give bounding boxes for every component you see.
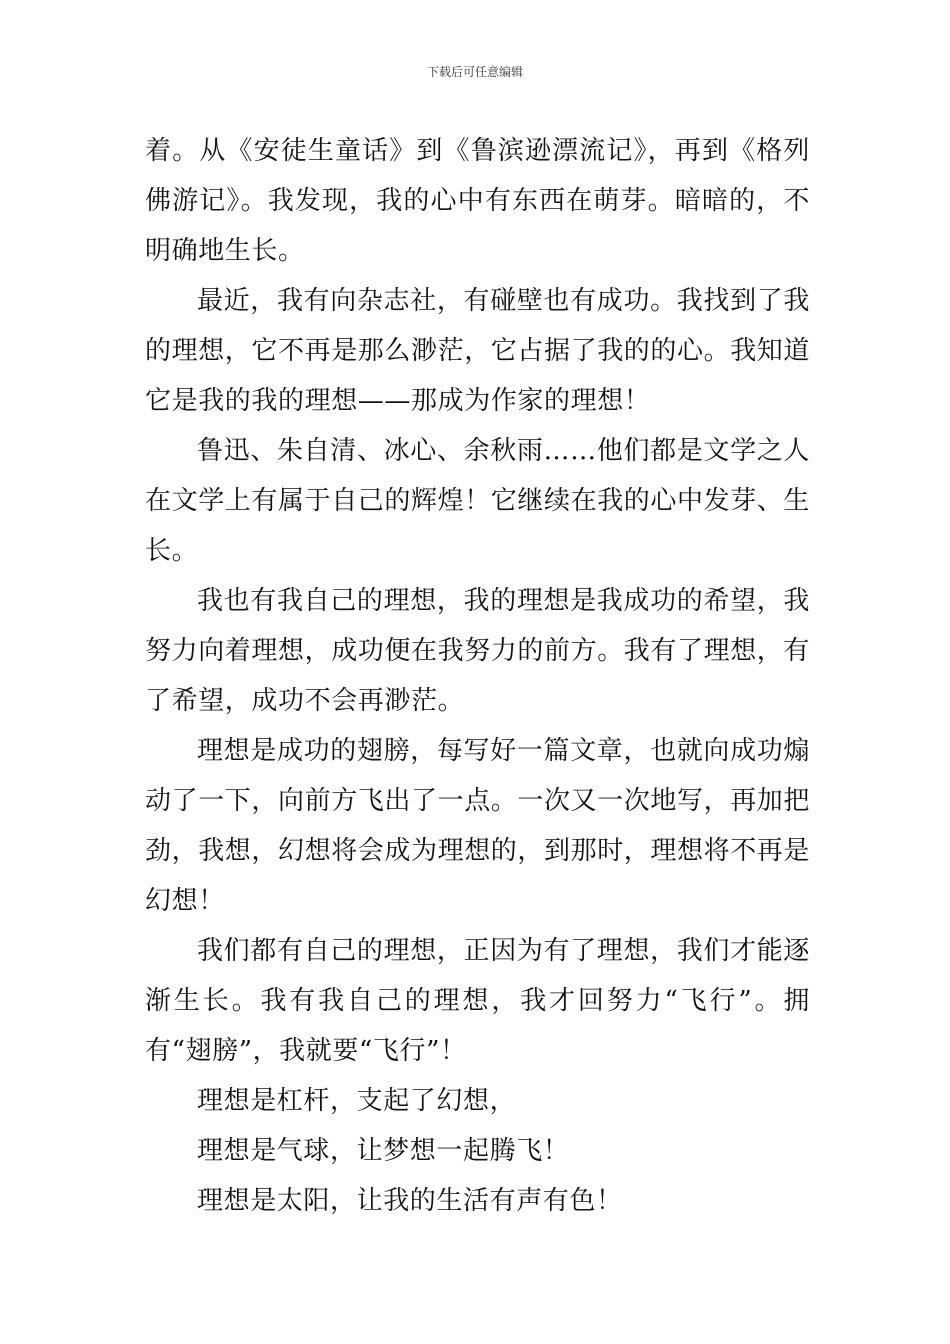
- paragraph: 鲁迅、朱自清、冰心、余秋雨……他们都是文学之人在文学上有属于自己的辉煌！它继续在我的心中发芽、生长。: [145, 436, 811, 566]
- paragraph: 着。从《安徒生童话》到《鲁滨逊漂流记》，再到《格列佛游记》。我发现，我的心中有东西在萌芽。暗暗的，不明确地生长。: [145, 136, 810, 266]
- poem-line: 理想是太阳，让我的生活有声有色！: [197, 1186, 623, 1216]
- poem-line: 理想是气球，让梦想一起腾飞！: [197, 1136, 570, 1166]
- page-header: 下载后可任意编辑: [426, 65, 523, 79]
- document-body: [145, 126, 810, 1226]
- paragraph: 理想是成功的翅膀，每写好一篇文章，也就向成功煽动了一下，向前方飞出了一点。一次又一次地写，再加把劲，我想，幻想将会成为理想的，到那时，理想将不再是幻想！: [145, 736, 811, 916]
- paragraph: 我也有我自己的理想，我的理想是我成功的希望，我努力向着理想，成功便在我努力的前方。我有了理想，有了希望，成功不会再渺茫。: [145, 586, 811, 716]
- paragraph: 最近，我有向杂志社，有碰壁也有成功。我找到了我的理想，它不再是那么渺茫，它占据了我的的心。我知道它是我的我的理想——那成为作家的理想！: [145, 286, 811, 416]
- paragraph: 我们都有自己的理想，正因为有了理想，我们才能逐渐生长。我有我自己的理想，我才回努力“飞行”。拥有“翅膀”，我就要“飞行”！: [145, 936, 810, 1066]
- poem-line: 理想是杠杆，支起了幻想，: [197, 1086, 517, 1116]
